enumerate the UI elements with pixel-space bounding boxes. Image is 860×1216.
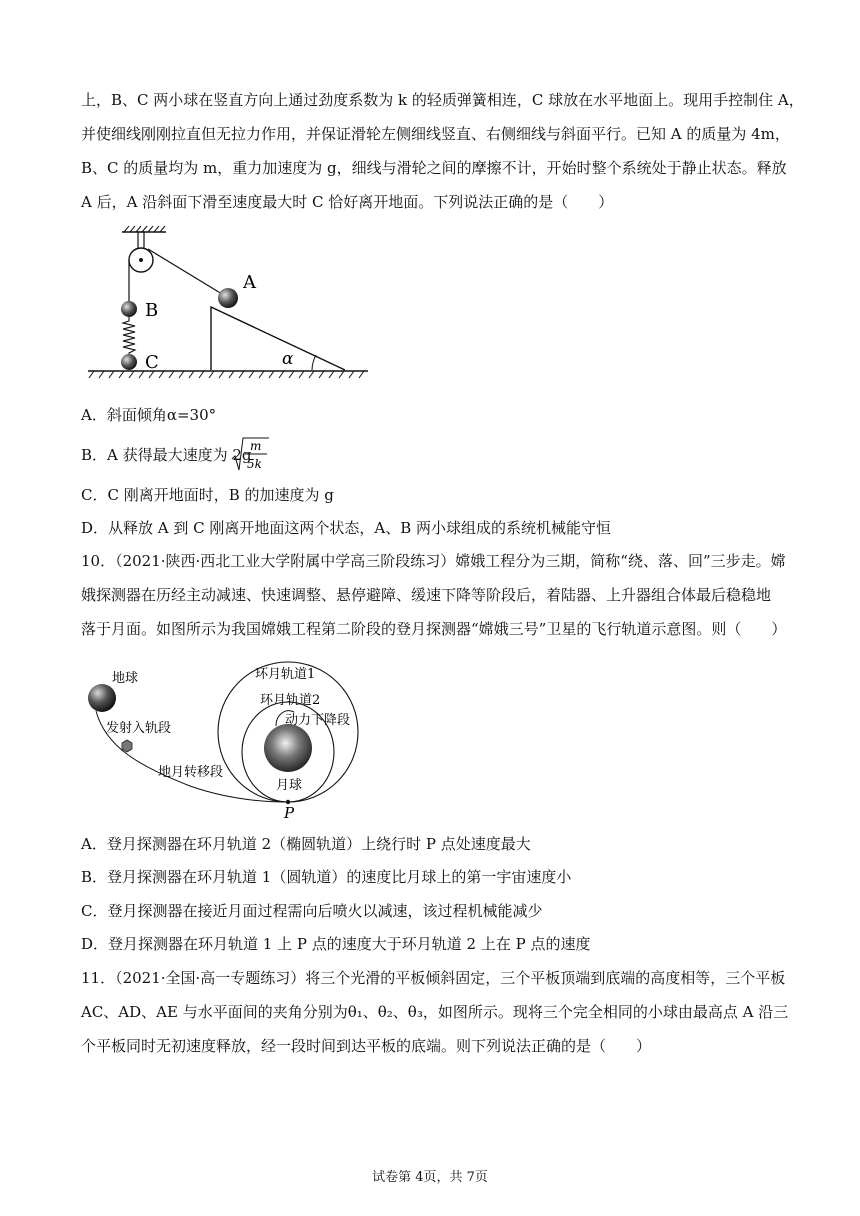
q9-option-d: D．从释放 A 到 C 刚离开地面这两个状态，A、B 两小球组成的系统机械能守恒	[81, 519, 612, 537]
q9-option-b-text: B．A 获得最大速度为 2g	[81, 446, 252, 464]
sqrt-fraction	[231, 437, 271, 473]
incline	[211, 307, 345, 370]
q11-line-3: 个平板同时无初速度释放，经一段时间到达平板的底端。则下列说法正确的是（ ）	[81, 1037, 652, 1055]
label-earth: 地球	[112, 671, 139, 686]
q10-line-1: 10．（2021·陕西·西北工业大学附属中学高三阶段练习）嫦娥工程分为三期，简称“绕、落、回”三步走。嫦	[81, 552, 786, 570]
label-transfer: 地月转移段	[158, 765, 224, 780]
label-alpha: α	[282, 349, 294, 369]
spring	[123, 317, 135, 355]
frac-numerator: m	[250, 439, 262, 453]
label-descent: 动力下降段	[285, 713, 351, 728]
earth	[88, 684, 116, 712]
q9-line-4: A 后，A 沿斜面下滑至速度最大时 C 恰好离开地面。下列说法正确的是（ ）	[81, 193, 614, 211]
q10-option-d: D．登月探测器在环月轨道 1 上 P 点的速度大于环月轨道 2 上在 P 点的速度	[81, 935, 591, 953]
label-orbit-1: 环月轨道1	[255, 667, 316, 682]
q9-option-c: C．C 刚离开地面时，B 的加速度为 g	[81, 486, 334, 504]
q10-option-c: C．登月探测器在接近月面过程需向后喷火以减速，该过程机械能减少	[81, 902, 543, 920]
q10-option-a: A．登月探测器在环月轨道 2（椭圆轨道）上绕行时 P 点处速度最大	[81, 835, 531, 853]
q9-line-1: 上，B、C 两小球在竖直方向上通过劲度系数为 k 的轻质弹簧相连，C 球放在水平地面上。现用手控制住 A，	[81, 91, 804, 109]
spacecraft-icon	[122, 740, 132, 752]
moon	[264, 724, 312, 772]
q10-option-b: B．登月探测器在环月轨道 1（圆轨道）的速度比月球上的第一宇宙速度小	[81, 868, 572, 886]
label-moon: 月球	[276, 778, 303, 793]
ball-a	[218, 288, 238, 308]
label-a: A	[243, 272, 256, 293]
ball-b	[121, 301, 137, 317]
label-launch: 发射入轨段	[106, 721, 172, 736]
label-orbit-2: 环月轨道2	[260, 693, 321, 708]
q9-option-a: A．斜面倾角α=30°	[81, 406, 217, 424]
page-footer: 试卷第 4页，共 7页	[372, 1170, 488, 1185]
q10-line-3: 落于月面。如图所示为我国嫦娥工程第二阶段的登月探测器“嫦娥三号”卫星的飞行轨道示意图。则（ ）	[81, 620, 787, 638]
label-b: B	[145, 300, 159, 321]
label-c: C	[145, 352, 159, 373]
q10-line-2: 娥探测器在历经主动减速、快速调整、悬停避障、缓速下降等阶段后，着陆器、上升器组合体最后稳稳地	[81, 586, 772, 604]
pulley-incline-figure	[80, 222, 380, 387]
label-p: P	[284, 804, 295, 820]
orbit-figure	[80, 648, 380, 820]
q11-line-1: 11．（2021·全国·高一专题练习）将三个光滑的平板倾斜固定，三个平板顶端到底端的高度相等，三个平板	[81, 969, 786, 987]
q9-line-3: B、C 的质量均为 m，重力加速度为 g，细线与滑轮之间的摩擦不计，开始时整个系统处于静止状态。释放	[81, 159, 787, 177]
frac-denominator: 5k	[247, 457, 262, 471]
q11-line-2: AC、AD、AE 与水平面间的夹角分别为θ₁、θ₂、θ₃，如图所示。现将三个完全相同的小球由最高点 A 沿三	[81, 1003, 789, 1021]
q9-line-2: 并使细线刚刚拉直但无拉力作用，并保证滑轮左侧细线竖直、右侧细线与斜面平行。已知 A 的质量为 4m，	[81, 125, 790, 143]
ball-c	[121, 354, 137, 370]
